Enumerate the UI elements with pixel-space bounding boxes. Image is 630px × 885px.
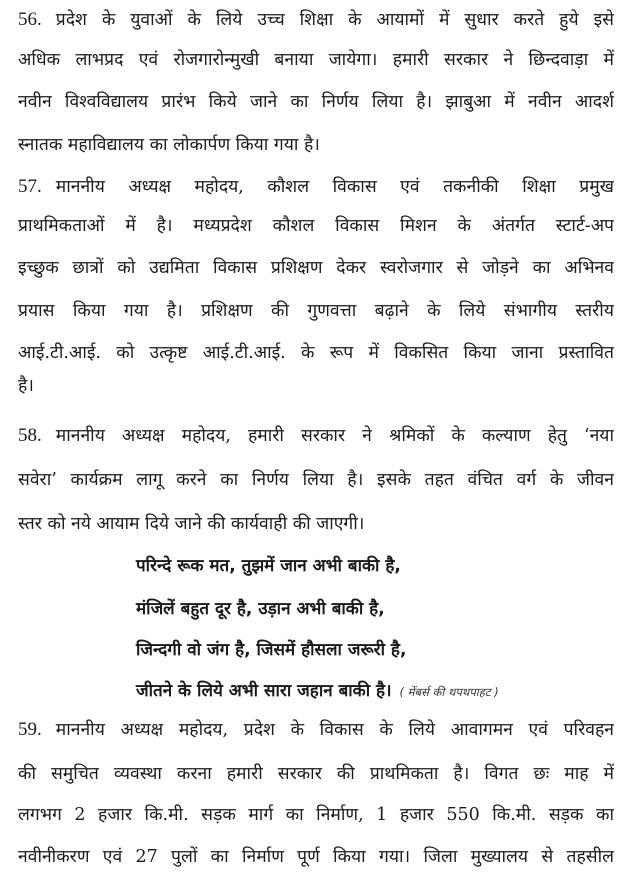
- paragraph-line: अधिक लाभप्रद एवं रोजगारोन्मुखी बनाया जायेगा। हमारी सरकार ने छिन्दवाड़ा में: [18, 50, 614, 70]
- paragraph-line: प्राथमिकताओं में है। मध्यप्रदेश कौशल विकास मिशन के अंतर्गत स्टार्ट-अप: [18, 216, 614, 236]
- paragraph-line: 59. माननीय अध्यक्ष महोदय, प्रदेश के विकास के लिये आवागमन एवं परिवहन: [18, 719, 614, 740]
- paragraph-line: नवीन विश्वविद्यालय प्रारंभ किये जाने का निर्णय लिया है। झाबुआ में नवीन आदर्श: [18, 92, 614, 112]
- paragraph-line: प्रयास किया गया है। प्रशिक्षण की गुणवत्ता बढ़ाने के लिये संभागीय स्तरीय: [18, 301, 614, 321]
- paragraph-line: 58. माननीय अध्यक्ष महोदय, हमारी सरकार ने श्रमिकों के कल्याण हेतु ‘नया: [18, 425, 614, 446]
- paragraph-line: 56. प्रदेश के युवाओं के लिये उच्च शिक्षा के आयामों में सुधार करते हुये इसे: [18, 9, 614, 30]
- poem-line: परिन्दे रूक मत, तुझमें जान अभी बाकी है,: [136, 556, 401, 576]
- paragraph-line: स्तर को नये आयाम दिये जाने की कार्यवाही की जाएगी।: [18, 514, 365, 534]
- paragraph-line: की समुचित व्यवस्था करना हमारी सरकार की प्राथमिकता है। विगत छः माह में: [18, 764, 614, 784]
- paragraph-line: लगभग 2 हजार कि.मी. सड़क मार्ग का निर्माण, 1 हजार 550 कि.मी. सड़क का: [18, 805, 614, 825]
- paragraph-line: आई.टी.आई. को उत्कृष्ट आई.टी.आई. के रूप में विकसित किया जाना प्रस्तावित: [18, 343, 614, 363]
- handwritten-note: ( मेंबर्स की थपथपाहट ): [399, 685, 499, 699]
- paragraph-number: 59.: [18, 719, 42, 740]
- paragraph-line: नवीनीकरण एवं 27 पुलों का निर्माण पूर्ण किया गया। जिला मुख्यालय से तहसील: [18, 847, 614, 867]
- paragraph-line: 57. माननीय अध्यक्ष महोदय, कौशल विकास एवं तकनीकी शिक्षा प्रमुख: [18, 176, 614, 197]
- poem-line: जिन्दगी वो जंग है, जिसमें हौसला जरूरी है,: [136, 640, 407, 660]
- paragraph-number: 56.: [18, 9, 42, 30]
- paragraph-number: 57.: [18, 176, 42, 197]
- poem-line: मंजिलें बहुत दूर है, उड़ान अभी बाकी है,: [136, 599, 385, 619]
- paragraph-number: 58.: [18, 425, 42, 446]
- paragraph-line: इच्छुक छात्रों को उद्यमिता विकास प्रशिक्षण देकर स्वरोजगार से जोड़ने का अभिनव: [18, 258, 614, 278]
- poem-line: जीतने के लिये अभी सारा जहान बाकी है। ( मेंबर्स की थपथपाहट ): [136, 681, 499, 701]
- paragraph-line: है।: [18, 376, 34, 396]
- paragraph-line: सवेरा’ कार्यक्रम लागू करने का निर्णय लिया है। इसके तहत वंचित वर्ग के जीवन: [18, 470, 614, 490]
- paragraph-line: स्नातक महाविद्यालय का लोकार्पण किया गया है।: [18, 135, 320, 155]
